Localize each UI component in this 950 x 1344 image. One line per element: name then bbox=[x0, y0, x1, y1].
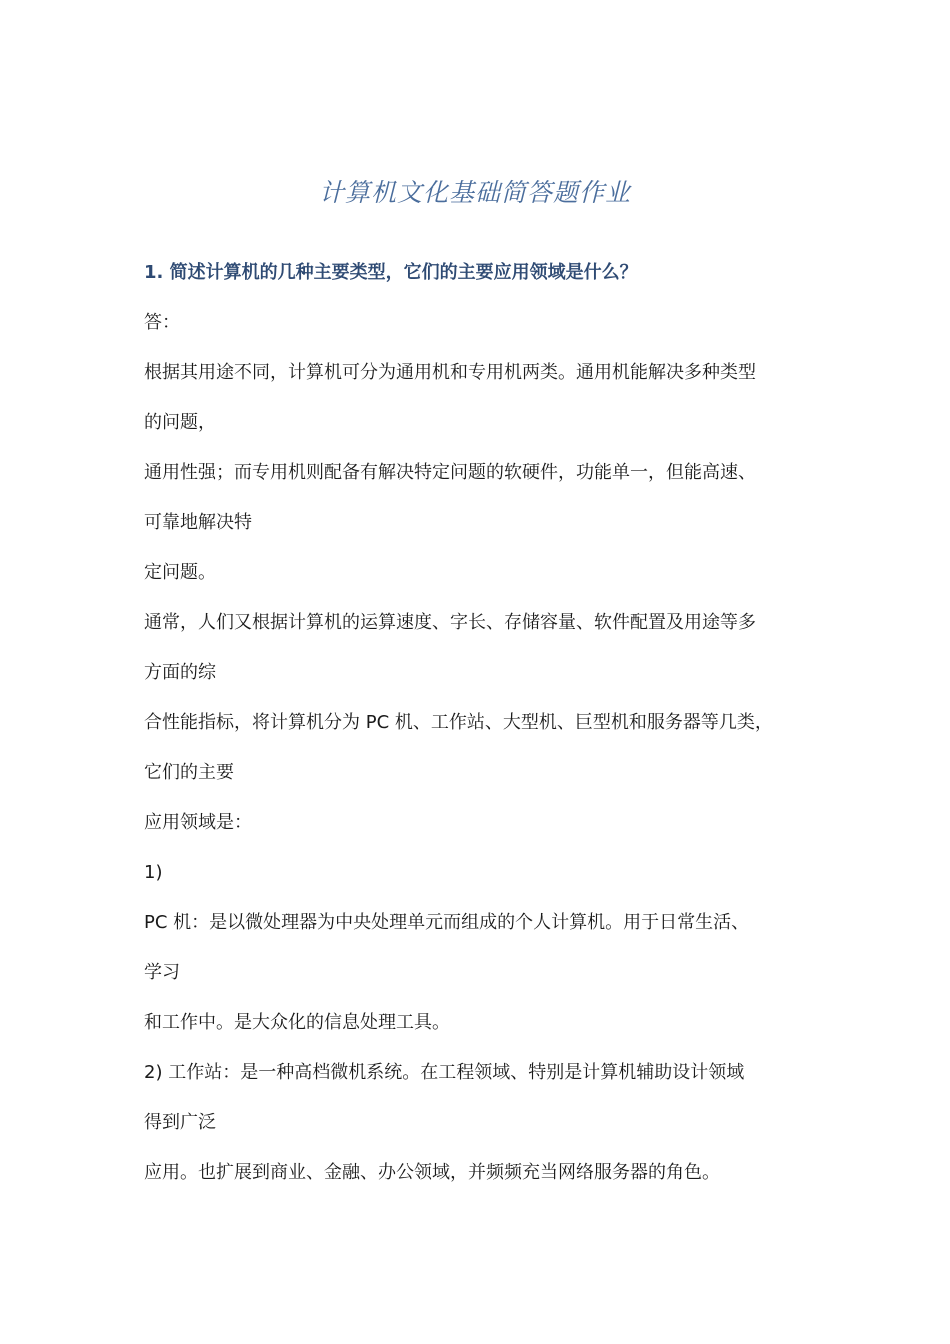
text-line: 方面的综 bbox=[144, 662, 216, 683]
question-heading: 1. 简述计算机的几种主要类型，它们的主要应用领域是什么？ bbox=[144, 262, 638, 283]
text-line: 2) 工作站：是一种高档微机系统。在工程领域、特别是计算机辅助设计领域 bbox=[144, 1062, 745, 1083]
text-line: 可靠地解决特 bbox=[144, 512, 252, 533]
document-title: 计算机文化基础简答题作业 bbox=[318, 178, 631, 207]
text-line: 它们的主要 bbox=[144, 762, 234, 783]
text-line: 定问题。 bbox=[144, 562, 216, 583]
answer-body bbox=[144, 308, 844, 1208]
text-line: 得到广泛 bbox=[144, 1112, 216, 1133]
text-line: 应用。也扩展到商业、金融、办公领域，并频频充当网络服务器的角色。 bbox=[144, 1162, 720, 1183]
text-line: 的问题， bbox=[144, 412, 216, 433]
text-line: 学习 bbox=[144, 962, 180, 983]
text-line: 通用性强；而专用机则配备有解决特定问题的软硬件，功能单一，但能高速、 bbox=[144, 462, 756, 483]
text-line: 答： bbox=[144, 312, 180, 333]
text-line: 合性能指标，将计算机分为 PC 机、工作站、大型机、巨型机和服务器等几类， bbox=[144, 712, 773, 733]
text-line: 和工作中。是大众化的信息处理工具。 bbox=[144, 1012, 450, 1033]
text-line: 根据其用途不同，计算机可分为通用机和专用机两类。通用机能解决多种类型 bbox=[144, 362, 756, 383]
text-line: 应用领域是： bbox=[144, 812, 252, 833]
text-line: 1) bbox=[144, 862, 163, 883]
text-line: 通常，人们又根据计算机的运算速度、字长、存储容量、软件配置及用途等多 bbox=[144, 612, 756, 633]
text-line: PC 机：是以微处理器为中央处理单元而组成的个人计算机。用于日常生活、 bbox=[144, 912, 750, 933]
